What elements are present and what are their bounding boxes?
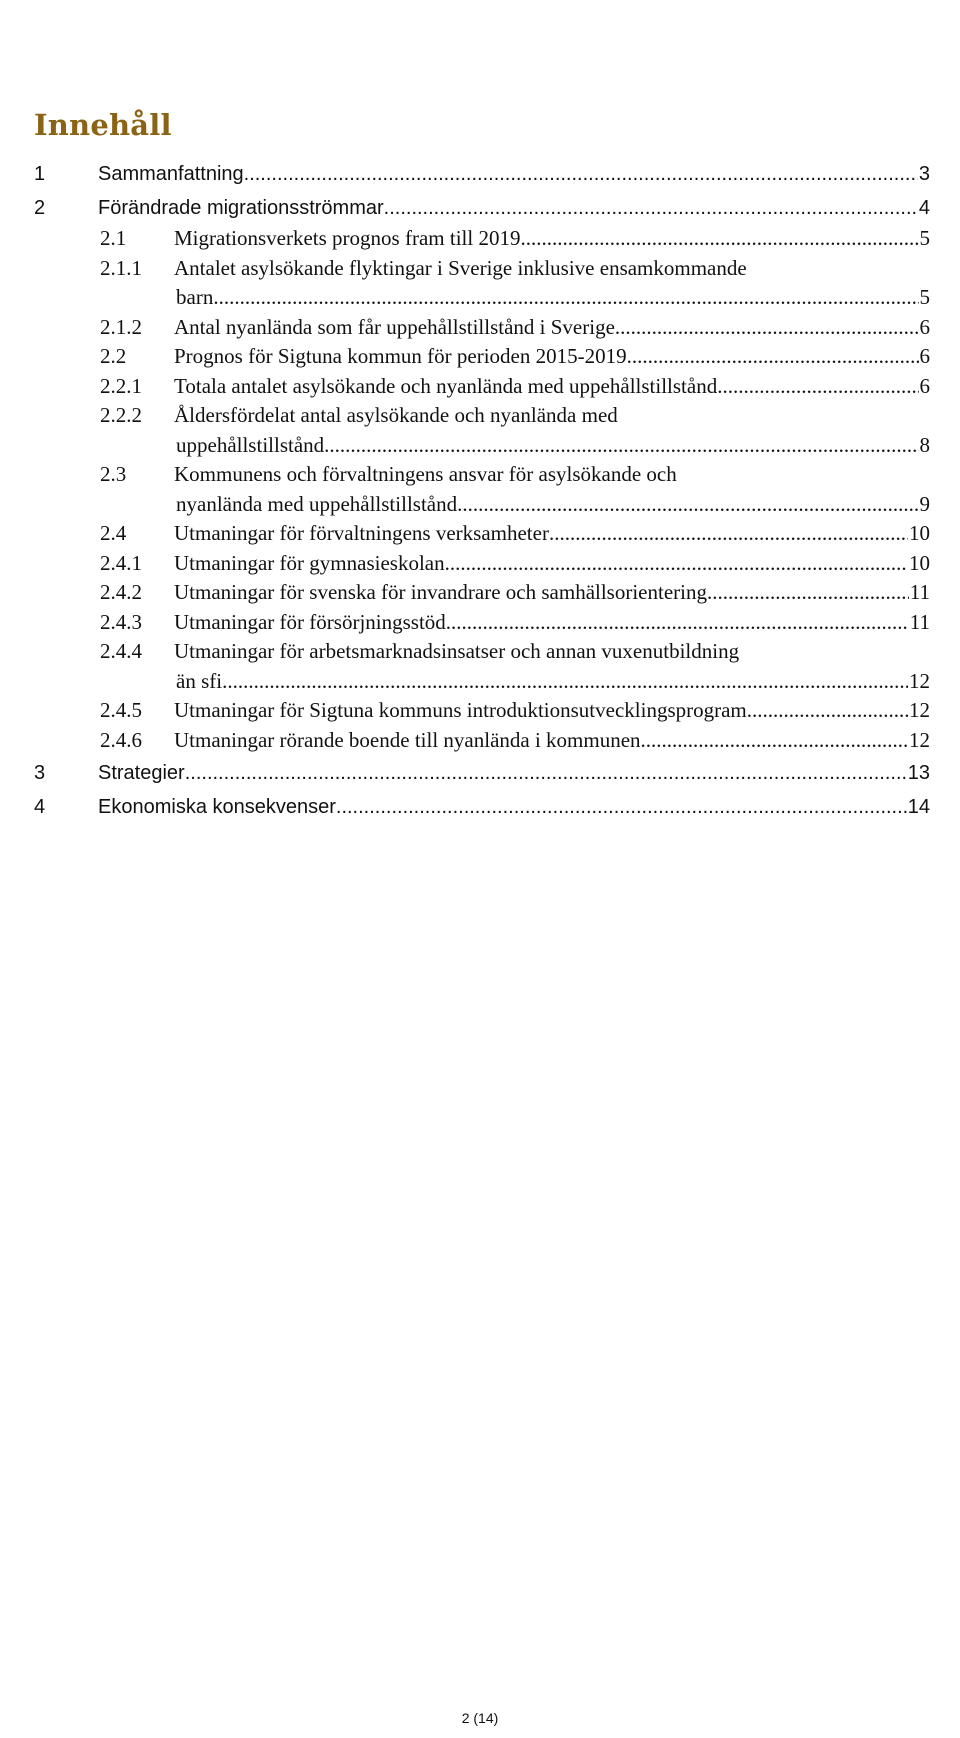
toc-entry-page: 12 bbox=[909, 727, 930, 752]
dot-leader bbox=[244, 158, 918, 190]
toc-entry-title: Utmaningar för Sigtuna kommuns introduktionsutvecklingsprogram bbox=[174, 698, 747, 722]
toc-entry-number: 2.1 bbox=[100, 226, 127, 250]
toc-entry-title: Åldersfördelat antal asylsökande och nyanlända med bbox=[174, 403, 618, 427]
toc-entry-title: Utmaningar för försörjningsstöd bbox=[174, 609, 446, 634]
dot-leader bbox=[747, 696, 908, 726]
toc-entry-number: 2.4.6 bbox=[100, 727, 142, 752]
toc-entry-title-continued: barn bbox=[176, 285, 214, 309]
toc-entry-title: Strategier bbox=[98, 762, 185, 784]
toc-entry-page: 4 bbox=[918, 197, 930, 219]
dot-leader bbox=[324, 431, 918, 461]
dot-leader bbox=[336, 791, 907, 823]
toc-entry-page: 12 bbox=[909, 698, 930, 722]
toc-entry[interactable] bbox=[34, 313, 930, 343]
toc-entry[interactable] bbox=[34, 460, 930, 519]
toc-entry-number: 2.4.4 bbox=[100, 639, 142, 663]
dot-leader bbox=[222, 667, 908, 697]
toc-entry[interactable] bbox=[34, 254, 930, 313]
toc-entry-number: 2.2.1 bbox=[100, 373, 142, 398]
toc-entry-title: Antal nyanlända som får uppehållstillstånd i Sverige bbox=[174, 314, 615, 339]
toc-entry[interactable] bbox=[34, 696, 930, 726]
toc-entry-number: 2 bbox=[34, 197, 46, 219]
toc-entry-page: 14 bbox=[907, 796, 930, 818]
toc-entry[interactable] bbox=[34, 608, 930, 638]
toc-entry-page: 5 bbox=[919, 226, 930, 250]
toc-entry-number: 2.4.3 bbox=[100, 609, 142, 634]
toc-entry[interactable] bbox=[34, 401, 930, 460]
toc-entry-title: Totala antalet asylsökande och nyanlända med uppehållstillstånd bbox=[174, 373, 718, 398]
toc-entry-page: 6 bbox=[919, 344, 930, 368]
toc-entry-number: 2.1.2 bbox=[100, 314, 142, 339]
dot-leader bbox=[446, 608, 909, 638]
toc-entry[interactable] bbox=[34, 192, 930, 224]
toc-entry-title: Förändrade migrationsströmmar bbox=[98, 197, 384, 219]
toc-entry-page: 11 bbox=[909, 609, 930, 634]
dot-leader bbox=[213, 283, 918, 313]
dot-leader bbox=[717, 372, 918, 402]
toc-entry[interactable] bbox=[34, 549, 930, 579]
toc-entry-title: Sammanfattning bbox=[98, 163, 244, 185]
toc-entry-number: 2.2 bbox=[100, 344, 127, 368]
dot-leader bbox=[457, 490, 918, 520]
toc-entry-title: Ekonomiska konsekvenser bbox=[98, 796, 336, 818]
toc-entry[interactable] bbox=[34, 519, 930, 549]
dot-leader bbox=[185, 757, 907, 789]
toc-entry-number: 2.4.2 bbox=[100, 580, 142, 604]
page-footer: 2 (14) bbox=[461, 1710, 499, 1726]
dot-leader bbox=[384, 192, 918, 224]
toc-entry-number: 3 bbox=[34, 762, 46, 784]
dot-leader bbox=[707, 578, 909, 608]
toc-entry-title-continued: nyanlända med uppehållstillstånd bbox=[176, 491, 458, 516]
toc-entry-title: Utmaningar rörande boende till nyanlända i kommunen bbox=[174, 727, 641, 752]
toc-entry-page: 12 bbox=[909, 668, 930, 693]
toc-entry-title: Utmaningar för förvaltningens verksamheter bbox=[174, 521, 549, 545]
dot-leader bbox=[627, 342, 919, 372]
toc-entry-page: 6 bbox=[919, 314, 930, 339]
toc-entry[interactable] bbox=[34, 726, 930, 756]
toc-entry-number: 2.4 bbox=[100, 521, 127, 545]
dot-leader bbox=[445, 549, 908, 579]
toc-entry[interactable] bbox=[34, 637, 930, 696]
toc-entry-title: Utmaningar för arbetsmarknadsinsatser och annan vuxenutbildning bbox=[174, 639, 740, 663]
toc-entry-title-continued: än sfi bbox=[176, 668, 223, 693]
toc-entry-number: 2.3 bbox=[100, 462, 127, 486]
toc-entry-title: Utmaningar för gymnasieskolan bbox=[174, 550, 445, 575]
toc-entry-number: 2.4.5 bbox=[100, 698, 142, 722]
toc-heading: Innehåll bbox=[34, 108, 172, 142]
toc-entry[interactable] bbox=[34, 158, 930, 190]
toc-entry-page: 10 bbox=[909, 550, 930, 575]
toc-entry-title: Prognos för Sigtuna kommun för perioden 2015-2019 bbox=[174, 344, 627, 368]
toc-entry-page: 5 bbox=[919, 285, 930, 309]
toc-entry-page: 11 bbox=[909, 580, 930, 604]
dot-leader bbox=[549, 519, 908, 549]
toc-entry-number: 1 bbox=[34, 163, 46, 185]
toc-entry[interactable] bbox=[34, 372, 930, 402]
toc-entry-page: 10 bbox=[909, 521, 930, 545]
toc-entry[interactable] bbox=[34, 578, 930, 608]
toc-entry-title: Kommunens och förvaltningens ansvar för asylsökande och bbox=[174, 462, 677, 486]
dot-leader bbox=[641, 726, 908, 756]
toc-entry-title: Utmaningar för svenska för invandrare och samhällsorientering bbox=[174, 580, 707, 604]
toc-entry-number: 2.2.2 bbox=[100, 403, 142, 427]
toc-entry[interactable] bbox=[34, 342, 930, 372]
toc-entry-title-continued: uppehållstillstånd bbox=[176, 432, 325, 457]
toc-entry-page: 13 bbox=[907, 762, 930, 784]
toc-entry[interactable] bbox=[34, 224, 930, 254]
toc-entry-number: 2.4.1 bbox=[100, 550, 142, 575]
toc-entry-number: 4 bbox=[34, 796, 46, 818]
toc-entry[interactable] bbox=[34, 791, 930, 823]
dot-leader bbox=[520, 224, 918, 254]
toc-entry-title: Migrationsverkets prognos fram till 2019 bbox=[174, 226, 521, 250]
toc-entry[interactable] bbox=[34, 757, 930, 789]
table-of-contents bbox=[34, 158, 930, 823]
dot-leader bbox=[615, 313, 919, 343]
toc-entry-number: 2.1.1 bbox=[100, 255, 142, 280]
toc-entry-title: Antalet asylsökande flyktingar i Sverige inklusive ensamkommande bbox=[174, 255, 747, 280]
toc-entry-page: 8 bbox=[919, 432, 930, 457]
toc-entry-page: 6 bbox=[919, 373, 930, 398]
toc-entry-page: 9 bbox=[919, 491, 930, 516]
toc-entry-page: 3 bbox=[918, 163, 930, 185]
